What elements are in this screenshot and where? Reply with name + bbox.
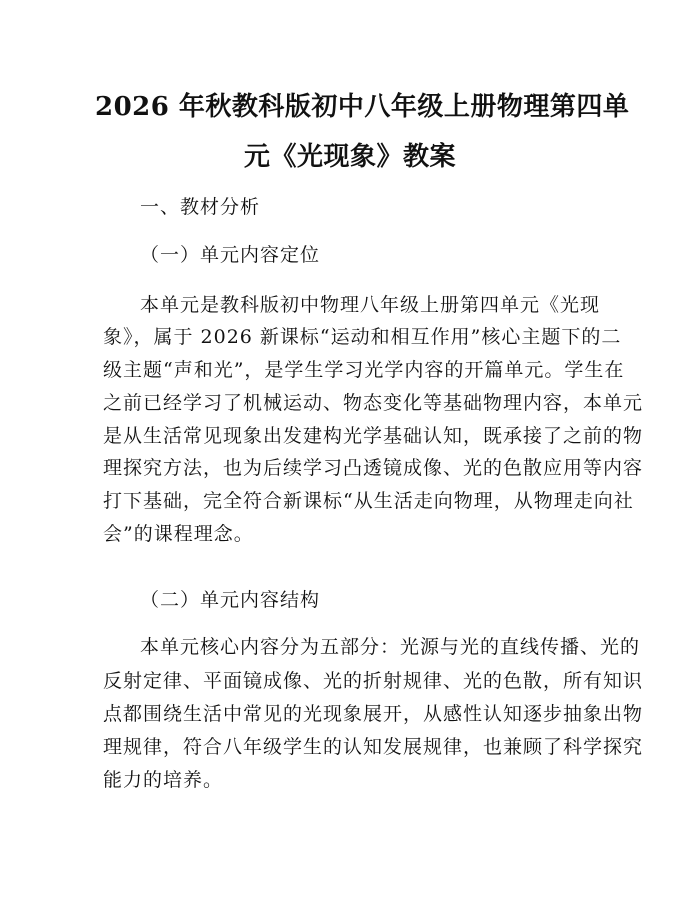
document-title-line-1: 2026 年秋教科版初中八年级上册物理第四单 <box>95 92 630 122</box>
paragraph-1-line-4: 之前已经学习了机械运动、物态变化等基础物理内容，本单元 <box>103 392 644 414</box>
document-title-line-2: 元《光现象》教案 <box>243 142 456 172</box>
paragraph-1-line-1: 本单元是教科版初中物理八年级上册第四单元《光现 <box>140 294 601 316</box>
subsection-heading-1: （一）单元内容定位 <box>140 244 321 266</box>
paragraph-2-line-4: 理规律，符合八年级学生的认知发展规律，也兼顾了科学探究 <box>103 736 644 758</box>
paragraph-2-line-2: 反射定律、平面镜成像、光的折射规律、光的色散，所有知识 <box>103 670 644 692</box>
paragraph-1-line-2: 象》，属于 2026 新课标“运动和相互作用”核心主题下的二 <box>103 326 622 348</box>
paragraph-2-line-5: 能力的培养。 <box>103 769 224 791</box>
paragraph-1-line-7: 打下基础，完全符合新课标“从生活走向物理，从物理走向社 <box>103 490 634 512</box>
paragraph-1-line-5: 是从生活常见现象出发建构光学基础认知，既承接了之前的物 <box>103 425 644 447</box>
paragraph-2-line-1: 本单元核心内容分为五部分：光源与光的直线传播、光的 <box>140 636 641 658</box>
paragraph-2-line-3: 点都围绕生活中常见的光现象展开，从感性认知逐步抽象出物 <box>103 703 644 725</box>
paragraph-1-line-8: 会”的课程理念。 <box>103 523 254 545</box>
section-heading: 一、教材分析 <box>140 196 261 218</box>
paragraph-1-line-3: 级主题“声和光”，是学生学习光学内容的开篇单元。学生在 <box>103 359 625 381</box>
paragraph-1-line-6: 理探究方法，也为后续学习凸透镜成像、光的色散应用等内容 <box>103 457 644 479</box>
subsection-heading-2: （二）单元内容结构 <box>140 589 321 611</box>
